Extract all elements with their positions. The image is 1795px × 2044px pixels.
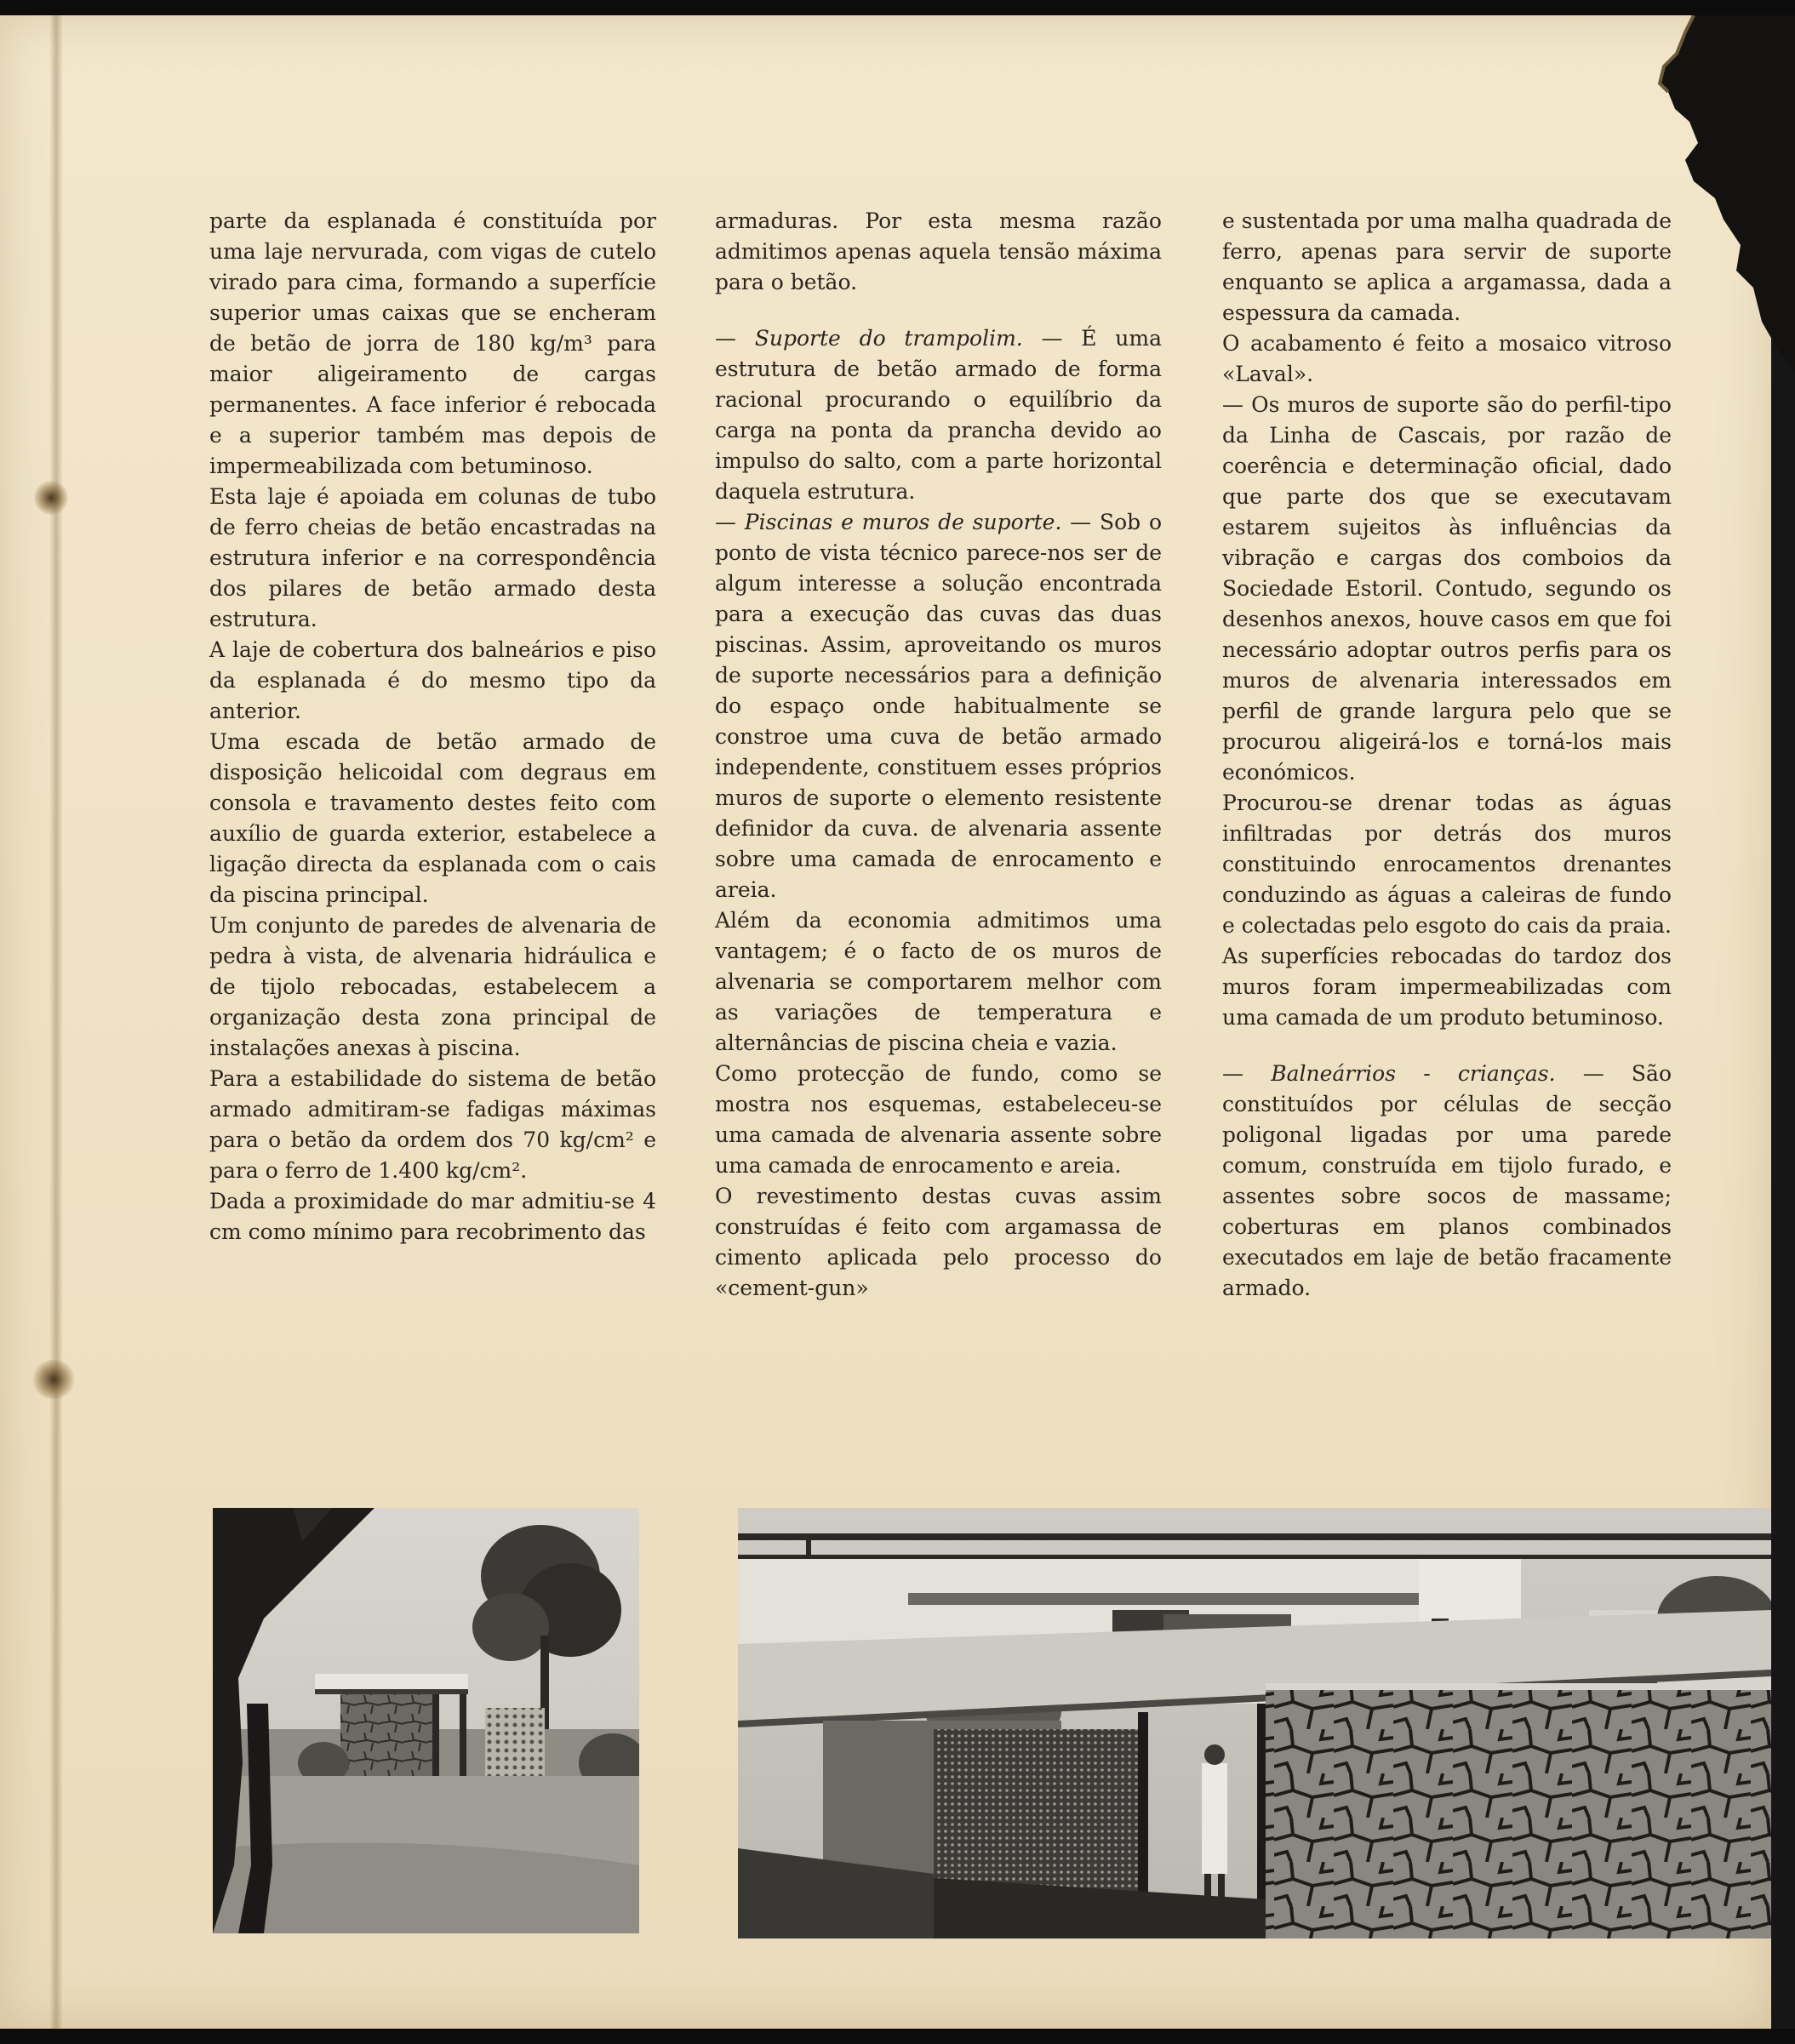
photo-pergola-tree: [213, 1508, 639, 1933]
paragraph: Como protecção de fundo, como se mostra nos esquemas, estabeleceu-se uma camada de alvenaria assente sobre uma camada de enrocamento e areia.: [715, 1061, 1162, 1178]
page-stain-bottom: [32, 1360, 75, 1399]
text-column-2: [715, 206, 1162, 1304]
paragraph: — Os muros de suporte são do perfil-tipo da Linha de Cascais, por razão de coerência e determinação oficial, dado que parte dos que se executavam estarem sujeitos às influências da vibração e cargas dos comboios da Sociedade Estoril. Contudo, segundo os desenhos anexos, houve casos em que foi necessário adoptar outros perfis para os muros de alvenaria interessados em perfil de grande largura pelo que se procurou aligeirá-los e torná-los mais económicos.: [1222, 392, 1672, 785]
section-trampolim: [715, 323, 1162, 507]
text-column-3: [1222, 206, 1672, 1304]
text-column-1: [209, 206, 656, 1248]
scan-bottom-border: [0, 2029, 1795, 2044]
paragraph: Dada a proximidade do mar admitiu-se 4 cm como mínimo para recobrimento das: [209, 1189, 656, 1244]
section-dash: —: [715, 326, 755, 351]
paragraph: Uma escada de betão armado de disposição helicoidal com degraus em consola e travamento destes feito com auxílio de guarda exterior, estabelece a ligação directa da esplanada com o cais da piscina principal.: [209, 729, 656, 907]
page-stain-top: [34, 481, 68, 515]
paragraph: O acabamento é feito a mosaico vitroso «Laval».: [1222, 331, 1672, 386]
paragraph: Um conjunto de paredes de alvenaria de pedra à vista, de alvenaria hidráulica e de tijolo rebocadas, estabelecem a organização desta zona principal de instalações anexas à piscina.: [209, 913, 656, 1060]
section-dash: —: [715, 510, 745, 534]
section-text: — São constituídos por células de secção poligonal ligadas por uma parede comum, construída em tijolo furado, e assentes sobre socos de massame; coberturas em planos combinados executados em laje de betão fracamente armado.: [1222, 1061, 1672, 1300]
section-title: Suporte do trampolim.: [754, 326, 1023, 351]
section-text: — É uma estrutura de betão armado de forma racional procurando o equilíbrio da carga na ponta da prancha devido ao impulso do salto, com a parte horizontal daquela estrutura.: [715, 326, 1162, 504]
section-dash: —: [1222, 1061, 1272, 1086]
section-text: — Sob o ponto de vista técnico parece-nos ser de algum interesse a solução encontrada para a execução das cuvas das duas piscinas. Assim, aproveitando os muros de suporte necessários para a definição do espaço onde habitualmente se constroe uma cuva de betão armado independente, constituem esses próprios muros de suporte o elemento resistente definidor da cuva. de alvenaria assente sobre uma camada de enrocamento e areia.: [715, 510, 1162, 902]
section-balnearios: [1222, 1059, 1672, 1304]
scan-top-border: [0, 0, 1795, 15]
paragraph: O revestimento destas cuvas assim construídas é feito com argamassa de cimento aplicada pelo processo do «cement-gun»: [715, 1184, 1162, 1300]
paragraph: Procurou-se drenar todas as águas infiltradas por detrás dos muros constituindo enrocamentos drenantes conduzindo as águas a caleiras de fundo e colectadas pelo esgoto do cais da praia. As superfícies rebocadas do tardoz dos muros foram impermeabilizadas com uma camada de um produto betuminoso.: [1222, 791, 1672, 1030]
paragraph: A laje de cobertura dos balneários e piso da esplanada é do mesmo tipo da anterior.: [209, 637, 656, 723]
page-binding-shadow: [49, 15, 63, 2029]
section-title: Piscinas e muros de suporte.: [744, 510, 1062, 534]
paragraph: Para a estabilidade do sistema de betão armado admitiram-se fadigas máximas para o betão da ordem dos 70 kg/cm² e para o ferro de 1.400 kg/cm².: [209, 1066, 656, 1183]
photo-building-stone-wall: [738, 1508, 1771, 1938]
section-title: Balneárrios - crianças.: [1271, 1061, 1556, 1086]
section-piscinas: [715, 507, 1162, 905]
paragraph: Esta laje é apoiada em colunas de tubo de ferro cheias de betão encastradas na estrutura inferior e na correspondência dos pilares de betão armado desta estrutura.: [209, 484, 656, 631]
paragraph: parte da esplanada é constituída por uma laje nervurada, com vigas de cutelo virado para cima, formando a superfície superior umas caixas que se encheram de betão de jorra de 180 kg/m³ para maior aligeiramento de cargas permanentes. A face inferior é rebocada e a superior também mas depois de impermeabilizada com betuminoso.: [209, 208, 656, 478]
paragraph: e sustentada por uma malha quadrada de ferro, apenas para servir de suporte enquanto se aplica a argamassa, dada a espessura da camada.: [1222, 208, 1672, 325]
paragraph: Além da economia admitimos uma vantagem; é o facto de os muros de alvenaria se comportarem melhor com as variações de temperatura e alternâncias de piscina cheia e vazia.: [715, 908, 1162, 1055]
paragraph: armaduras. Por esta mesma razão admitimos apenas aquela tensão máxima para o betão.: [715, 208, 1162, 294]
